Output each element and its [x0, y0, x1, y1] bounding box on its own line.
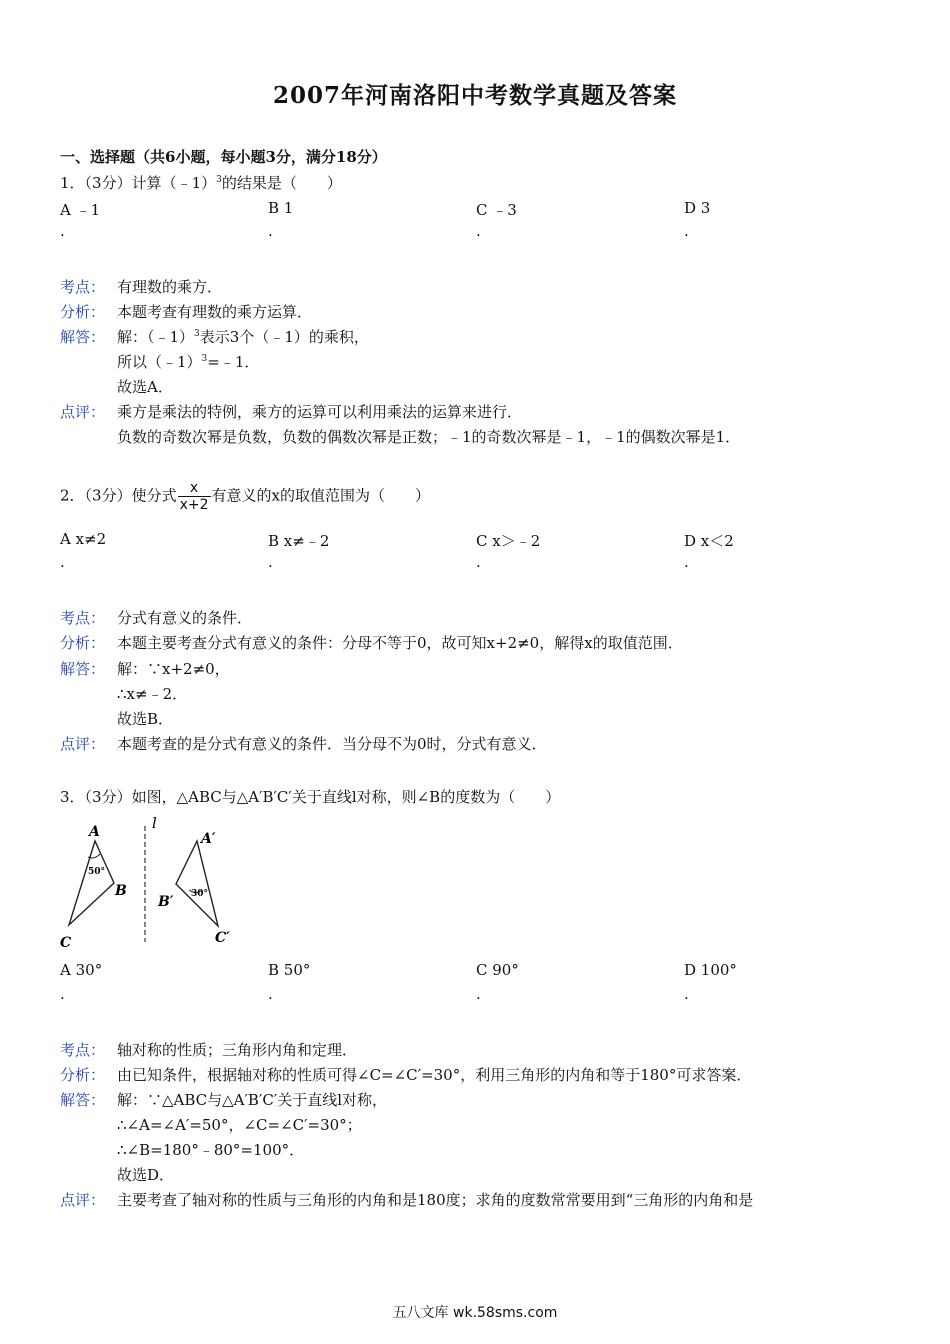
q3-stem: 3．（3分）如图，△ABC与△A′B′C′关于直线l对称，则∠B的度数为（ ） — [60, 788, 561, 806]
q3-option-b: B 50° — [268, 961, 311, 979]
q1-kaodian: 有理数的乘方． — [117, 278, 223, 296]
label-c-prime: C′ — [215, 930, 230, 946]
q2-jieda-line3: 故选B． — [117, 710, 174, 728]
option-dot: . — [684, 985, 689, 1003]
q3-dianping: 主要考查了轴对称的性质与三角形的内角和是180度；求角的度数常常要用到“三角形的内角和是 — [117, 1191, 754, 1209]
dianping-label: 点评： — [60, 1191, 106, 1209]
dianping-label: 点评： — [60, 403, 106, 421]
q2-jieda-line1: 解：∵x+2≠0， — [117, 660, 230, 678]
label-c: C — [60, 935, 72, 951]
q1-jieda-line1: 解：（﹣1）$^3$表示3个（﹣1）的乘积， — [117, 328, 369, 346]
q1-option-b: B 1 — [268, 199, 294, 217]
q1-jieda-line3: 故选A． — [117, 378, 173, 396]
q2-option-d: D x＜2 — [684, 532, 734, 550]
q1-option-c: C ﹣3 — [476, 201, 517, 219]
option-dot: . — [476, 985, 481, 1003]
label-a-prime: A′ — [201, 831, 216, 847]
jieda-label: 解答： — [60, 1091, 106, 1109]
q3-figure — [55, 812, 255, 952]
kaodian-label: 考点： — [60, 609, 106, 627]
jieda-label: 解答： — [60, 328, 106, 346]
q1-dianping-line1: 乘方是乘法的特例，乘方的运算可以利用乘法的运算来进行． — [117, 403, 523, 421]
triangle-abc — [69, 841, 114, 925]
q2-option-b: B x≠﹣2 — [268, 532, 330, 550]
label-b: B — [115, 883, 127, 899]
section-heading: 一、选择题（共6小题，每小题3分，满分18分） — [60, 148, 387, 166]
triangle-a2b2c2 — [176, 841, 218, 926]
q2-option-a: A x≠2 — [60, 530, 107, 548]
label-l: l — [152, 814, 157, 832]
fenxi-label: 分析： — [60, 1066, 106, 1084]
label-a: A — [89, 824, 100, 840]
q3-fenxi: 由已知条件，根据轴对称的性质可得∠C=∠C′=30°，利用三角形的内角和等于180°可求答案． — [117, 1066, 752, 1084]
q2-dianping: 本题考查的是分式有意义的条件．当分母不为0时，分式有意义． — [117, 735, 547, 753]
q1-fenxi: 本题考查有理数的乘方运算． — [117, 303, 313, 321]
option-dot: . — [268, 222, 273, 240]
dianping-label: 点评： — [60, 735, 106, 753]
fenxi-label: 分析： — [60, 303, 106, 321]
kaodian-label: 考点： — [60, 278, 106, 296]
angle-a-label: 50° — [88, 867, 106, 877]
q3-jieda-line3: ∴∠B=180°﹣80°=100°． — [117, 1141, 305, 1159]
q3-jieda-line2: ∴∠A=∠A′=50°，∠C=∠C′=30°； — [117, 1116, 362, 1134]
q3-option-d: D 100° — [684, 961, 737, 979]
q1-stem: 1．（3分）计算（﹣1）$^3$的结果是（ ） — [60, 174, 342, 192]
angle-b2-label: 30° — [191, 889, 209, 899]
q1-option-d: D 3 — [684, 199, 711, 217]
q3-option-c: C 90° — [476, 961, 519, 979]
option-dot: . — [268, 985, 273, 1003]
option-dot: . — [60, 985, 65, 1003]
option-dot: . — [476, 222, 481, 240]
q2-fenxi: 本题主要考查分式有意义的条件：分母不等于0，故可知x+2≠0，解得x的取值范围． — [117, 634, 683, 652]
option-dot: . — [684, 553, 689, 571]
q3-option-a: A 30° — [60, 961, 103, 979]
q3-jieda-line1: 解：∵△ABC与△A′B′C′关于直线l对称， — [117, 1091, 388, 1109]
q3-jieda-line4: 故选D． — [117, 1166, 175, 1184]
q3-kaodian: 轴对称的性质；三角形内角和定理． — [117, 1041, 358, 1059]
q2-option-c: C x＞﹣2 — [476, 532, 541, 550]
q1-option-a: A ﹣1 — [60, 201, 101, 219]
q2-stem: 2．（3分）使分式 $\frac{x}{x+2}$ 有意义的x的取值范围为（ ） — [60, 480, 430, 513]
fraction: $\frac{x}{x+2}$ — [179, 480, 209, 513]
q2-jieda-line2: ∴x≠﹣2． — [117, 685, 188, 703]
option-dot: . — [60, 222, 65, 240]
footer-watermark: 五八文库 wk.58sms.com — [392, 1305, 558, 1321]
q1-jieda-line2: 所以（﹣1）$^3$=﹣1． — [117, 353, 260, 371]
option-dot: . — [684, 222, 689, 240]
fenxi-label: 分析： — [60, 634, 106, 652]
q1-dianping-line2: 负数的奇数次幂是负数，负数的偶数次幂是正数；﹣1的奇数次幂是﹣1，﹣1的偶数次幂是1． — [117, 428, 741, 446]
jieda-label: 解答： — [60, 660, 106, 678]
page-title: 2007年河南洛阳中考数学真题及答案 — [272, 82, 677, 109]
option-dot: . — [60, 553, 65, 571]
q2-kaodian: 分式有意义的条件． — [117, 609, 253, 627]
option-dot: . — [268, 553, 273, 571]
kaodian-label: 考点： — [60, 1041, 106, 1059]
label-b-prime: B′ — [158, 894, 174, 910]
option-dot: . — [476, 553, 481, 571]
